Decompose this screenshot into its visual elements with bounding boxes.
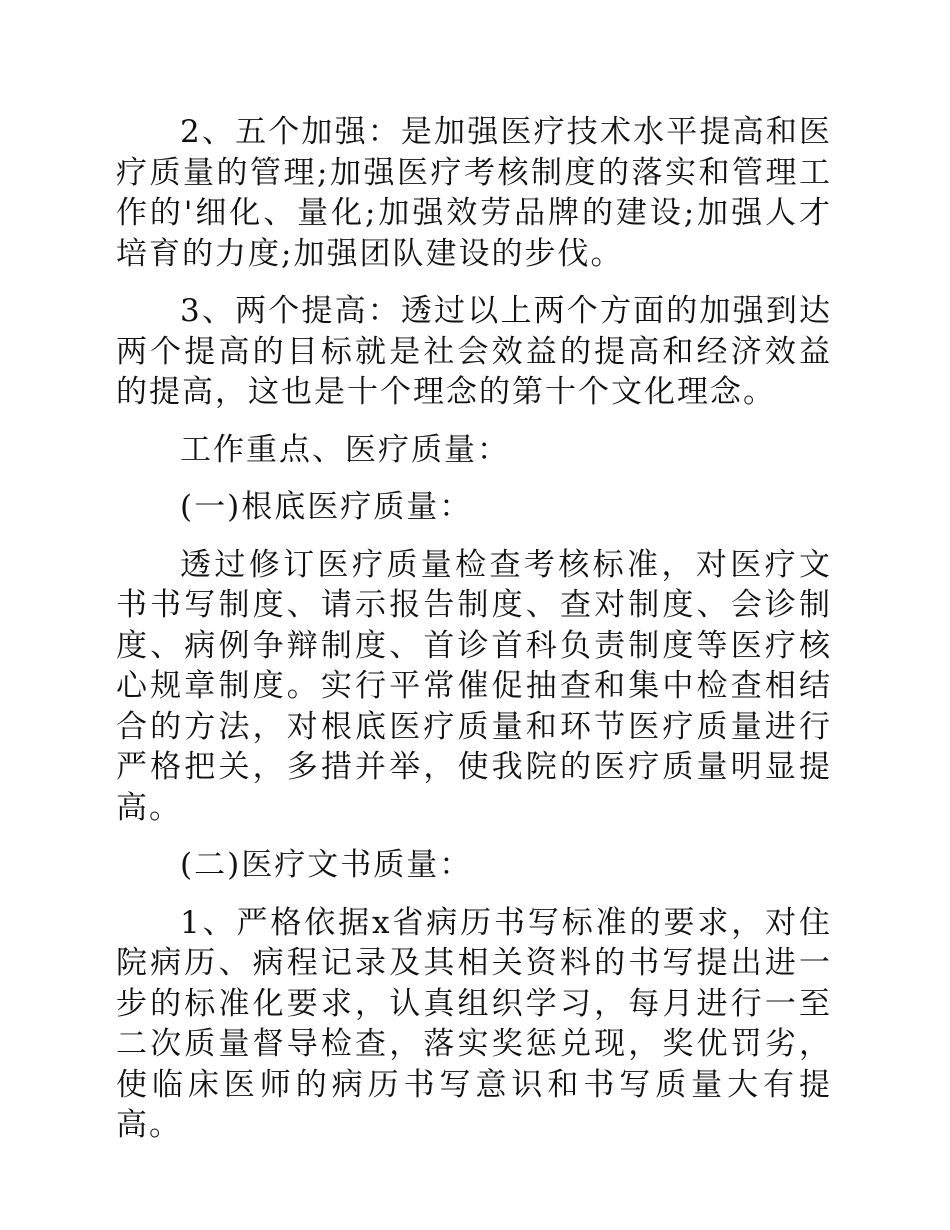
- section-heading-work-focus: 工作重点、医疗质量：: [180, 431, 510, 468]
- paragraph-two-improvements: 3、两个提高：透过以上两个方面的加强到达两个提高的目标就是社会效益的提高和经济效益的提高，这也是十个理念的第十个文化理念。: [116, 293, 832, 410]
- subsection-heading-document-quality: (二)医疗文书质量：: [180, 847, 473, 883]
- paragraph-document-quality: 1、严格依据x省病历书写标准的要求，对住院病历、病程记录及其相关资料的书写提出进一步的标准化要求，认真组织学习，每月进行一至二次质量督导检查，落实奖惩兑现，奖优罚劣，使临床医师的病历书写意识和书写质量大有提高。: [116, 904, 832, 1143]
- subsection-heading-basic-quality: (一)根底医疗质量：: [180, 489, 473, 525]
- document-body: [116, 112, 832, 1163]
- paragraph-five-strengthenings: 2、五个加强：是加强医疗技术水平提高和医疗质量的管理;加强医疗考核制度的落实和管理工作的'细化、量化;加强效劳品牌的建设;加强人才培育的力度;加强团队建设的步伐。: [116, 114, 832, 272]
- paragraph-basic-quality: 透过修订医疗质量检查考核标准，对医疗文书书写制度、请示报告制度、查对制度、会诊制度、病例争辩制度、首诊首科负责制度等医疗核心规章制度。实行平常催促抽查和集中检查相结合的方法，对根底医疗质量和环节医疗质量进行严格把关，多措并举，使我院的医疗质量明显提高。: [116, 546, 832, 826]
